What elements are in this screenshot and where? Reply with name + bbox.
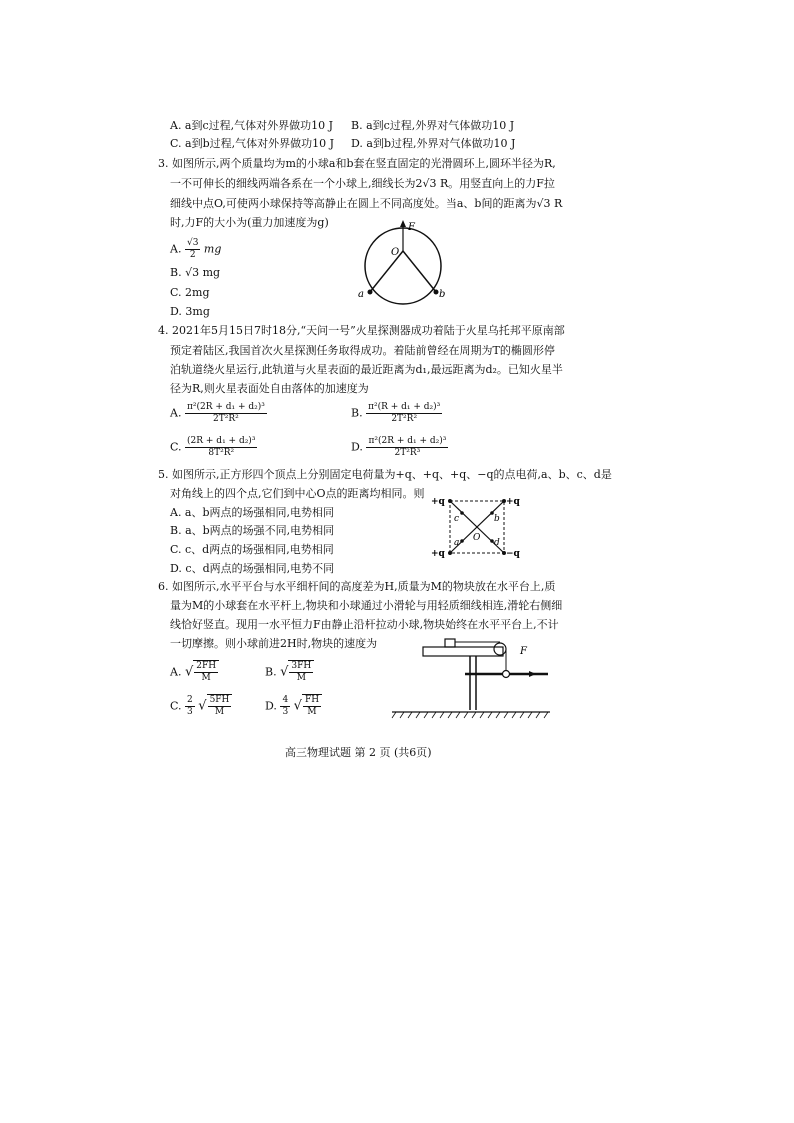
q4-option-b-den: 2T²R² [391, 414, 418, 424]
q3-option-a-suffix: mg [203, 242, 222, 256]
q3-option-a-fraction [185, 238, 200, 261]
q5-fig-label-d: d [494, 538, 500, 548]
q5-fig-label-tl: +q [431, 497, 445, 507]
q3-stem-line1: 3. 如图所示,两个质量均为m的小球a和b套在竖直固定的光滑圆环上,圆环半径为R, [158, 157, 556, 170]
q5-stem-line1: 5. 如图所示,正方形四个顶点上分别固定电荷量为+q、+q、+q、−q的点电荷,a、b、c、d是 [158, 468, 612, 481]
q4-stem-line3: 泊轨道绕火星运行,此轨道与火星表面的最近距离为d₁,最远距离为d₂。已知火星半 [170, 363, 563, 376]
q4-option-c-num: (2R + d₁ + d₂)³ [187, 436, 256, 446]
q6-option-d-num: FH [304, 695, 320, 705]
q5-fig-label-br: −q [506, 549, 520, 559]
q4-option-b-num: π²(R + d₁ + d₂)³ [368, 402, 441, 412]
q6-option-c-den: M [214, 707, 225, 717]
q6-figure-platform [390, 630, 560, 722]
q6-stem-line4: 一切摩擦。则小球前进2H时,物块的速度为 [170, 637, 378, 650]
q6-option-c: C. $\frac{2}{3}$ √ $\frac{5FH}{M}$ [170, 694, 232, 718]
q6-option-a-num: 2FH [196, 661, 217, 671]
q6-option-a-den: M [201, 673, 211, 683]
q3-stem-line4: 时,力F的大小为(重力加速度为g) [170, 216, 329, 229]
q5-option-a: A. a、b两点的场强相同,电势相同 [170, 506, 335, 519]
q6-fig-label-f: F [520, 646, 527, 657]
q6-option-d-coef-den: 3 [282, 707, 289, 717]
q3-stem-line3: 细线中点O,可使两小球保持等高静止在圆上不同高度处。当a、b间的距离为√3 R [170, 197, 563, 210]
q6-option-b-num: 3FH [291, 661, 312, 671]
q6-option-c-coef-num: 2 [187, 695, 193, 705]
q4-option-a-prefix: A. [170, 406, 182, 420]
q3-fig-label-o: O [391, 247, 400, 258]
q4-option-b-prefix: B. [351, 406, 363, 420]
q3-stem-line2: 一不可伸长的细线两端各系在一个小球上,细线长为2√3 R。用竖直向上的力F拉 [170, 177, 555, 190]
q6-option-b-prefix: B. [265, 665, 277, 679]
q4-option-a-num: π²(2R + d₁ + d₂)³ [186, 402, 265, 412]
q4-option-b [351, 402, 442, 425]
q6-option-d-prefix: D. [265, 699, 277, 713]
q4-option-d [351, 436, 448, 459]
q3-option-b: B. √3 mg [170, 266, 221, 279]
q5-fig-label-b: b [494, 514, 500, 524]
q4-stem-line2: 预定着陆区,我国首次火星探测任务取得成功。着陆前曾经在周期为T的椭圆形停 [170, 344, 555, 357]
q2-option-a: A. a到c过程,气体对外界做功10 J [170, 119, 334, 132]
q4-option-d-num: π²(2R + d₁ + d₂)³ [368, 436, 447, 446]
q6-stem-line2: 量为M的小球套在水平杆上,物块和小球通过小滑轮与用轻质细线相连,滑轮右侧细 [170, 599, 563, 612]
q5-figure-square [430, 492, 520, 560]
q6-stem-line3: 线恰好竖直。现用一水平恒力F由静止沿杆拉动小球,物块始终在水平平台上,不计 [170, 618, 559, 631]
q4-stem-line4: 径为R,则火星表面处自由落体的加速度为 [170, 382, 369, 395]
q4-option-a-den: 2T²R² [213, 414, 239, 424]
q6-option-d: D. $\frac{4}{3}$ √ $\frac{FH}{M}$ [265, 694, 322, 718]
q5-option-d: D. c、d两点的场强相同,电势不同 [170, 562, 335, 575]
q5-fig-label-a: a [454, 538, 460, 548]
q4-option-c [170, 436, 257, 459]
q3-option-d: D. 3mg [170, 305, 210, 318]
q4-option-c-prefix: C. [170, 440, 182, 454]
q3-fig-label-a: a [358, 289, 364, 300]
q5-option-b: B. a、b两点的场强不同,电势相同 [170, 524, 335, 537]
q6-option-a: A. √ $\frac{2FH}{M}$ [170, 660, 219, 684]
q3-fig-label-b: b [439, 289, 446, 300]
q6-option-b: B. √ $\frac{3FH}{M}$ [265, 660, 314, 684]
q4-stem-line1: 4. 2021年5月15日7时18分,“天问一号”火星探测器成功着陆于火星乌托邦平原南部 [158, 324, 565, 337]
q5-fig-label-c: c [454, 514, 460, 524]
q5-option-c: C. c、d两点的场强相同,电势相同 [170, 543, 334, 556]
q3-option-a [170, 238, 221, 261]
q3-fig-label-f: F [408, 222, 415, 233]
q6-option-c-num: 5FH [209, 695, 230, 705]
q2-option-c: C. a到b过程,气体对外界做功10 J [170, 137, 335, 150]
q5-fig-label-tr: +q [506, 497, 520, 507]
q6-stem-line1: 6. 如图所示,水平平台与水平细杆间的高度差为H,质量为M的物块放在水平台上,质 [158, 580, 556, 593]
q3-option-a-num: √3 [186, 238, 199, 248]
q4-option-c-den: 8T²R² [208, 448, 235, 458]
q3-option-a-prefix: A. [170, 242, 182, 256]
q4-option-d-prefix: D. [351, 440, 363, 454]
q3-option-c: C. 2mg [170, 286, 210, 299]
q2-option-b: B. a到c过程,外界对气体做功10 J [351, 119, 515, 132]
q6-option-c-prefix: C. [170, 699, 182, 713]
q5-fig-label-o: O [473, 533, 481, 543]
q6-option-a-prefix: A. [170, 665, 182, 679]
q3-option-a-den: 2 [189, 250, 196, 260]
q6-option-d-coef-num: 4 [282, 695, 289, 705]
q2-option-d: D. a到b过程,外界对气体做功10 J [351, 137, 516, 150]
q3-figure-ring [355, 218, 455, 318]
q4-option-d-den: 2T²R³ [394, 448, 421, 458]
q6-option-c-coef-den: 3 [187, 707, 193, 717]
q5-stem-line2: 对角线上的四个点,它们到中心O点的距离均相同。则 [170, 487, 425, 500]
q5-fig-label-bl: +q [431, 549, 445, 559]
q6-option-d-den: M [307, 707, 317, 717]
page-footer: 高三物理试题 第 2 页 (共6页) [285, 746, 432, 759]
q6-option-b-den: M [296, 673, 306, 683]
q4-option-a [170, 402, 267, 425]
